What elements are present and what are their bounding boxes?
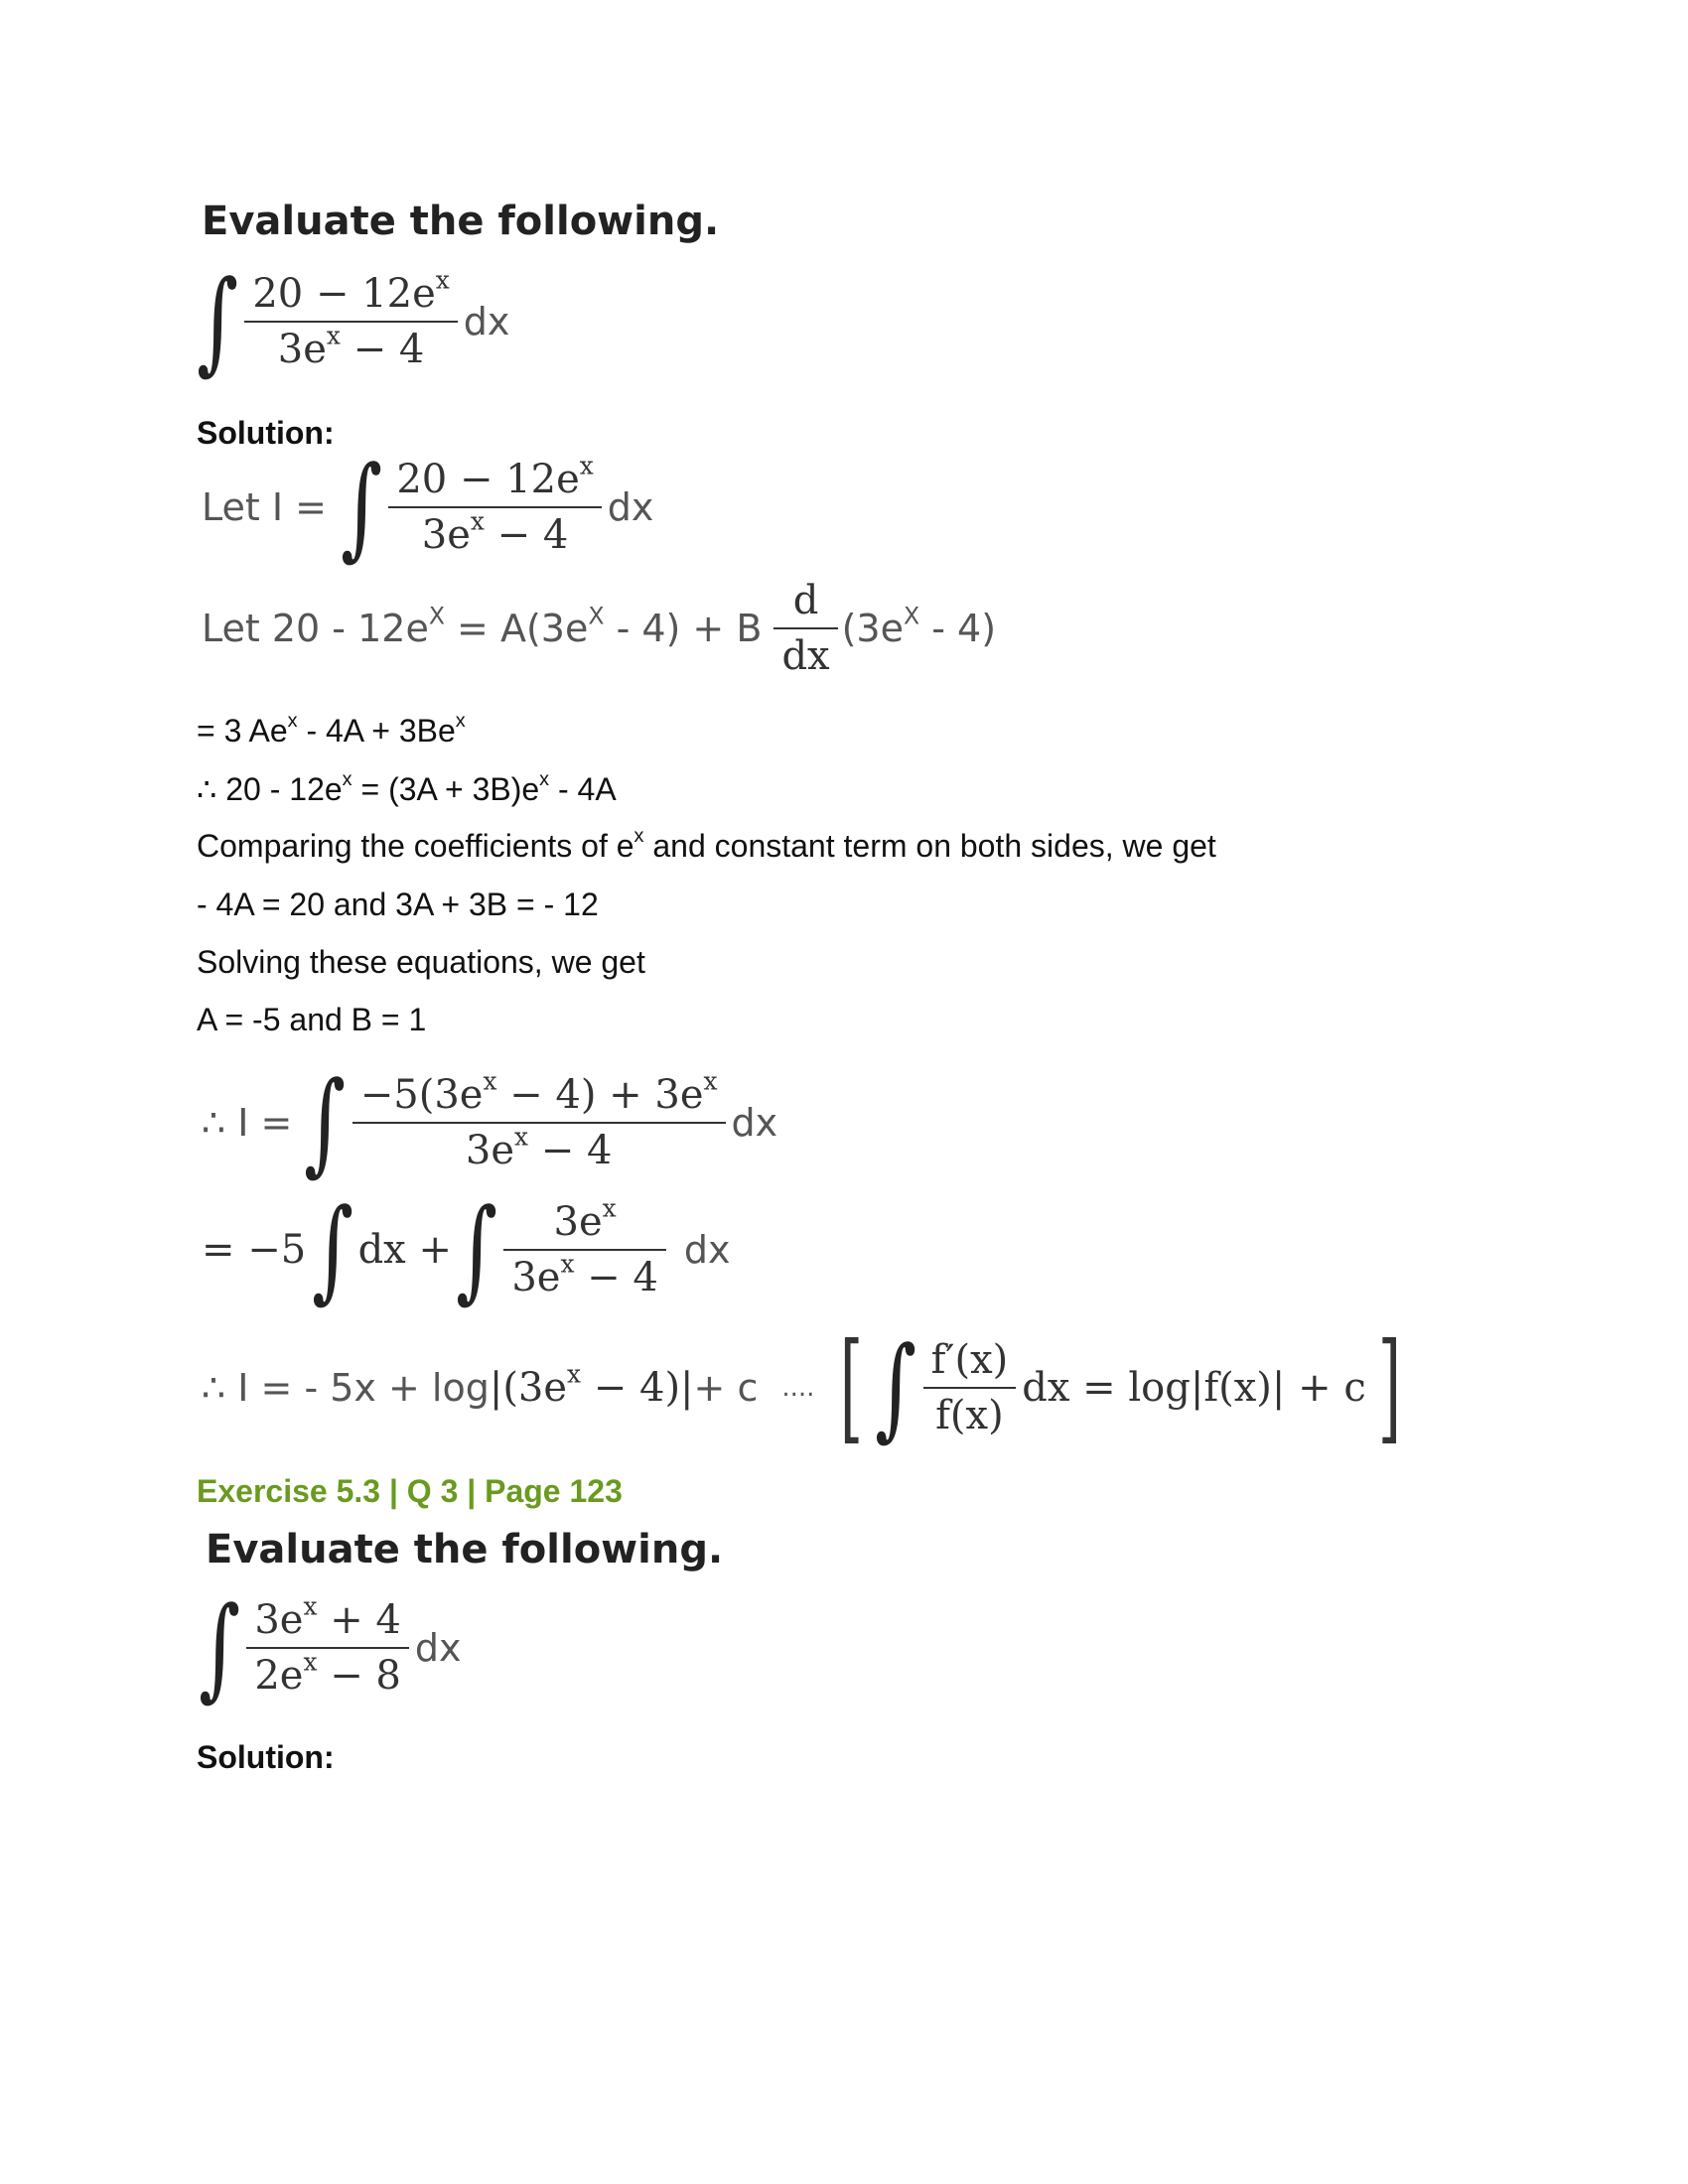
exercise-link[interactable]: Exercise 5.3 | Q 3 | Page 123 [197,1473,623,1509]
left-bracket: [ [840,1318,864,1456]
integral-sign: ∫ [456,1185,498,1314]
step-line: = 3 $Ae^x - 4A + 3Be^x$ [197,710,466,749]
step-line: ∴ $20 - 12e^x = (3A + 3B)e^x - 4A$ [197,768,617,807]
dx-label: dx [683,1228,731,1272]
final-result: ∴ I = - 5x + log $|(3e^x - 4)|$ + c .... [ ∫ $\frac{f'(x)}{f(x)}$ dx = log|f(x)| + c ] [202,1318,1401,1456]
integral-sign: ∫ [304,1058,347,1187]
dx-label: dx [607,485,654,529]
question-integral [199,1583,462,1712]
dx-label: dx [463,300,510,343]
fraction: $\frac{3e^x}{3e^x - 4}$ [503,1199,666,1300]
split-integral: = −5 ∫ dx + ∫ $\frac{3e^x}{3e^x - 4}$ dx [202,1185,731,1314]
question-heading: Evaluate the following. [202,199,720,244]
question-heading: Evaluate the following. [206,1527,724,1572]
derivative-operator: $\frac{d}{dx}$ [774,578,837,679]
question-integral [197,257,510,386]
step-line: A = -5 and B = 1 [197,1002,427,1037]
therefore-i-equation: ∴ I = ∫ $\frac{-5(3e^x - 4) + 3e^x}{3e^x - 4}$ dx [202,1058,778,1187]
integral-sign: ∫ [875,1323,917,1452]
let-i-prefix: Let I = [202,485,327,529]
integral-sign: ∫ [312,1185,354,1314]
fraction: $\frac{-5(3e^x - 4) + 3e^x}{3e^x - 4}$ [352,1072,726,1173]
solution-label: Solution: [197,415,335,451]
solution-label: Solution: [197,1739,335,1775]
fraction: $\frac{f'(x)}{f(x)}$ [923,1337,1017,1438]
right-bracket: ] [1377,1318,1401,1456]
integral-sign: ∫ [199,1583,241,1712]
integral-sign: ∫ [341,443,383,572]
integral-sign: ∫ [197,257,239,386]
fraction: $\frac{3e^x + 4}{2e^x - 8}$ [246,1597,409,1699]
dx-label: dx [414,1626,462,1670]
let-i-equation [202,443,654,572]
step-line: Comparing the coefficients of $e^x$ and constant term on both sides, we get [197,825,1216,864]
step-line: Solving these equations, we get [197,944,645,980]
let-decomposition: Let $20 - 12e^X = A(3e^X - 4) + B$ $\frac{d}{dx}$ $(3e^X - 4)$ [202,578,997,679]
fraction: $\frac{20 - 12e^x}{3e^x - 4}$ [244,271,457,372]
dx-label: dx [731,1101,778,1145]
step-line: - 4A = 20 and 3A + 3B = - 12 [197,887,599,922]
fraction: $\frac{20 - 12e^x}{3e^x - 4}$ [388,457,601,558]
